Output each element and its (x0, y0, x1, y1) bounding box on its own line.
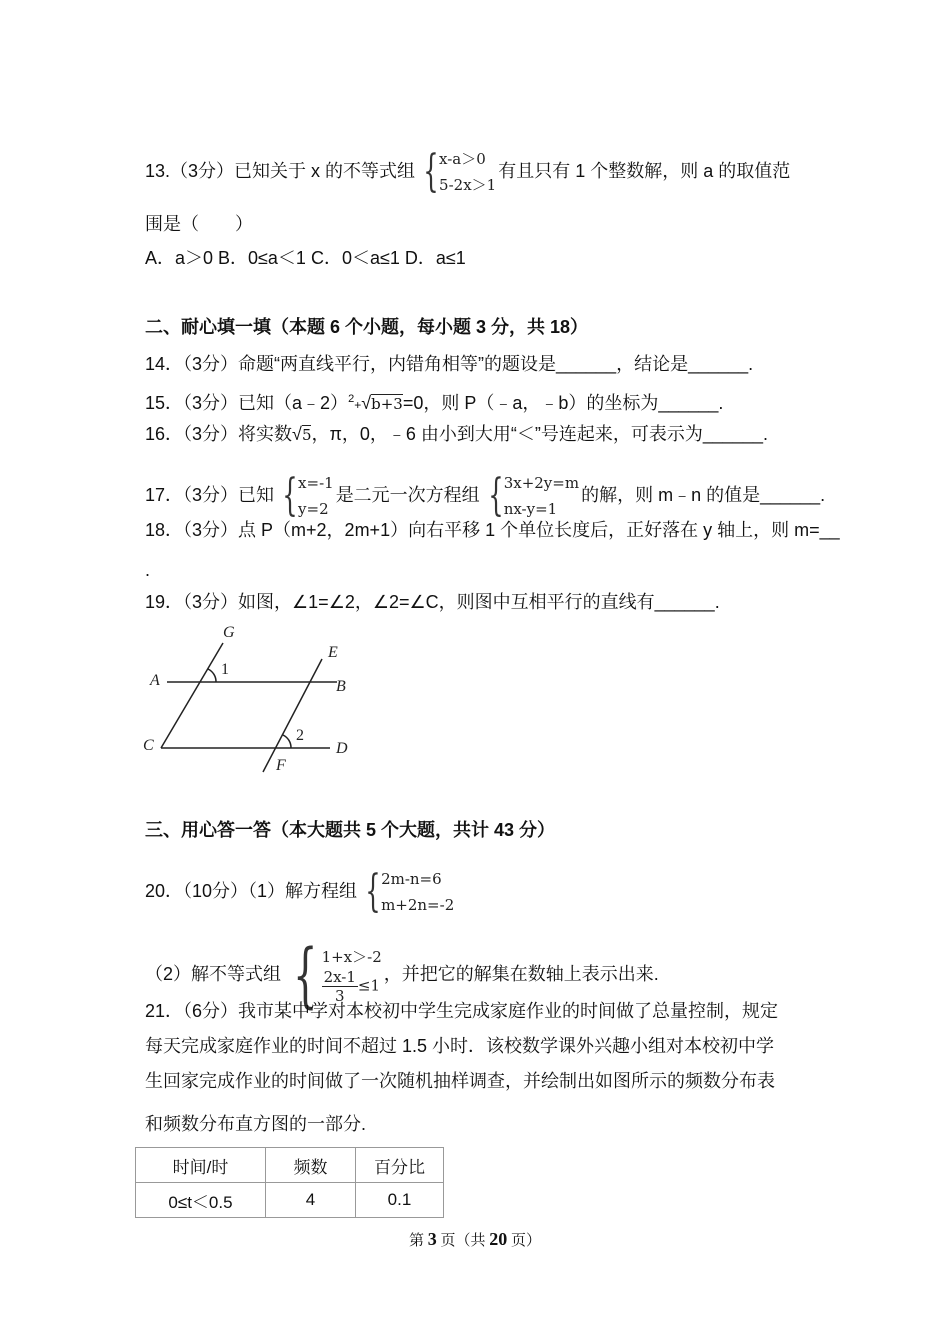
table-row (136, 1183, 444, 1218)
table-cell: 0≤t＜0.5 (136, 1183, 266, 1218)
question-21-line: 21．（6分）我市某中学对本校初中学生完成家庭作业的时间做了总量控制，规定 (145, 1001, 779, 1021)
system-row: 1+x＞-2 (321, 947, 382, 966)
q17-middle: 是二元一次方程组 (335, 484, 480, 505)
section-heading-3: 三、用心答一答（本大题共 5 个大题，共计 43 分） (145, 820, 556, 840)
question-18: 18．（3分）点 P（m+2，2m+1）向右平移 1 个单位长度后，正好落在 y 轴上，则 m=__ (145, 520, 840, 540)
table-header: 频数 (266, 1148, 356, 1183)
footer-text: 第 (408, 1233, 428, 1249)
brace: { (282, 470, 298, 521)
q13-text: 13.（3分）已知关于 x 的不等式组 (145, 160, 416, 181)
brace: { (423, 146, 439, 197)
label-d: D (336, 740, 348, 757)
system-row: y=2 (298, 500, 329, 518)
table-cell: 0.1 (356, 1183, 444, 1218)
q13-options: A．a＞0 B．0≤a＜1 C．0＜a≤1 D．a≤1 (145, 248, 466, 268)
label-e: E (328, 644, 338, 661)
q17-suffix: 的解，则 m﹣n 的值是______. (581, 484, 826, 505)
exponent: 2 (348, 393, 355, 405)
system-row: x-a＞0 (439, 150, 486, 168)
table-cell: 4 (266, 1183, 356, 1218)
denominator: 3 (334, 986, 345, 1005)
plus-sign: + (354, 398, 362, 412)
total-pages: 20 (489, 1229, 508, 1249)
radicand: b+3 (371, 395, 403, 413)
label-angle-1: 1 (221, 661, 229, 678)
section-heading-2: 二、耐心填一填（本题 6 个小题，每小题 3 分，共 18） (145, 317, 589, 337)
q20-text: 20．（10分）（1）解方程组 (145, 880, 358, 901)
q13-text-suffix: 有且只有 1 个整数解，则 a 的取值范 (498, 160, 791, 181)
q20-part2-suffix: ，并把它的解集在数轴上表示出来. (383, 963, 659, 984)
footer-text: 页（共 (436, 1233, 490, 1249)
angle-1-arc (208, 669, 216, 682)
system-row: x=-1 (298, 474, 334, 492)
question-19: 19．（3分）如图，∠1=∠2，∠2=∠C，则图中互相平行的直线有______. (145, 592, 720, 612)
q20-part2-text: （2）解不等式组 (145, 963, 282, 984)
table-header: 百分比 (356, 1148, 444, 1183)
brace: { (487, 470, 504, 521)
relation: ≤1 (357, 976, 381, 994)
q13-line2: 围是（ ） (145, 214, 253, 234)
footer-text: 页） (507, 1233, 542, 1249)
q16-text: 16．（3分）将实数 (145, 424, 293, 444)
brace: { (293, 934, 318, 1016)
table-header: 时间/时 (136, 1148, 266, 1183)
system-row: m+2n=-2 (381, 896, 455, 914)
q15-text: 15．（3分）已知（a﹣2） (145, 393, 349, 413)
q17-text: 17．（3分）已知 (145, 484, 275, 505)
system-row: 2m-n=6 (381, 870, 442, 888)
question-15: 15．（3分）已知（a﹣2）$^2$+√b+3=0，则 P（﹣a，﹣b）的坐标为______. (145, 393, 724, 413)
radicand: 5 (301, 426, 312, 444)
question-14: 14．（3分）命题“两直线平行，内错角相等”的题设是______，结论是______. (145, 354, 754, 374)
line-cg (161, 643, 223, 748)
label-f: F (276, 757, 286, 774)
question-21-line: 每天完成家庭作业的时间不超过 1.5 小时．该校数学课外兴趣小组对本校初中学 (145, 1036, 775, 1056)
q16-suffix: ，π，0，﹣6 由小到大用“＜”号连起来，可表示为______. (311, 424, 768, 444)
q15-suffix: =0，则 P（﹣a，﹣b）的坐标为______. (402, 393, 724, 413)
label-b: B (336, 678, 346, 695)
table-header-row (136, 1148, 444, 1183)
question-21-line: 生回家完成作业的时间做了一次随机抽样调查，并绘制出如图所示的频数分布表 (145, 1071, 775, 1091)
angle-2-arc (283, 735, 291, 748)
system-row: nx-y=1 (503, 500, 558, 518)
system-row: 5-2x＞1 (439, 176, 497, 194)
line-ef (263, 659, 322, 772)
label-angle-2: 2 (296, 727, 304, 744)
question-20-part1 (145, 866, 456, 918)
question-21-line: 和频数分布直方图的一部分. (145, 1114, 366, 1134)
equation-system (359, 866, 454, 918)
label-c: C (143, 737, 154, 754)
numerator: 2x-1 (323, 967, 356, 986)
system-row: 3x+2y=m (503, 474, 580, 492)
question-18-line2: . (145, 560, 151, 580)
page-number: 3 (427, 1229, 437, 1249)
question-16: 16．（3分）将实数√5，π，0，﹣6 由小到大用“＜”号连起来，可表示为______. (145, 424, 768, 444)
page-footer (0, 1229, 950, 1250)
brace: { (365, 866, 381, 917)
label-g: G (223, 624, 235, 641)
frequency-table (135, 1147, 444, 1218)
label-a: A (150, 672, 160, 689)
